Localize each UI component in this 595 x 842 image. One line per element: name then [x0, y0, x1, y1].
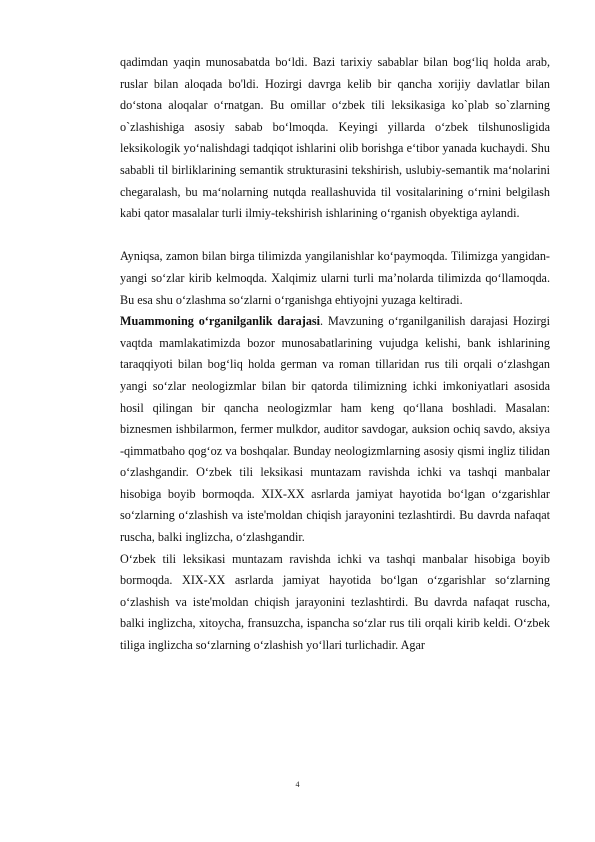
paragraph-1: qadimdan yaqin munosabatda bo‘ldi. Bazi tarixiy sabablar bilan bog‘liq holda arab, ruslar bilan aloqada bo'ldi. Hozirgi davrga kelib bir qancha xorijiy davlatlar bilan do‘stona aloqalar o‘rnatgan. Bu omillar o‘zbek tili leksikasiga ko`plab so`zlarning o`zlashishiga asosiy sabab bo‘lmoqda. Keyingi yillarda o‘zbek tilshunosligida leksikologik yo‘nalishdagi tadqiqot ishlarini olib borishga e‘tibor yanada kuchaydi. Shu sababli til birliklarining semantik strukturasini tekshirish, uslubiy-semantik ma‘nolarini chegaralash, bu ma‘nolarning nutqda reallashuvida til vositalarining o‘rnini belgilash kabi qator masalalar turli ilmiy-tekshirish ishlarining o‘rganish obyektiga aylandi.: [120, 55, 550, 221]
paragraph-3-heading: Muammoning o‘rganilganlik darajasi: [120, 314, 321, 329]
paragraph-2-text: Ayniqsa, zamon bilan birga tilimizda yangilanishlar ko‘paymoqda. Tilimizga yangidan-yangi so‘zlar kirib kelmoqda. Xalqimiz ularni turli ma’nolarda tilimizda qo‘llamoqda. Bu esa shu o‘zlashma so‘zlarni o‘rganishga ehtiyojni yuzaga keltiradi.: [120, 249, 550, 307]
page-number: 4: [295, 780, 300, 789]
paragraph-3: [120, 311, 550, 549]
paragraph-2: [120, 225, 550, 311]
paragraph-4: O‘zbek tili leksikasi muntazam ravishda ichki va tashqi manbalar hisobiga boyib bormoqda. XIX-XX asrlarda jamiyat hayotida bo‘lgan o‘zgarishlar so‘zlarning o‘zlashish va iste'moldan chiqish jarayonini tezlashtirdi. Bu davrda nafaqat ruscha, balki inglizcha, xitoycha, fransuzcha, ispancha so‘zlar rus tili orqali kirib keldi. O‘zbek tiliga inglizcha so‘zlarning o‘zlashish yo‘llari turlichadir. Agar: [120, 551, 550, 653]
paragraph-3-text: . Mavzuning o‘rganilganilish darajasi Hozirgi vaqtda mamlakatimizda bozor munosabatlarining vujudga kelishi, bank ishlarining taraqqiyoti bilan bog‘liq holda german va roman tillaridan rus tili orqali o‘zlashgan yangi so‘zlar neologizmlar bilan bir qatorda tilimizning ichki imkoniyatlari asosida hosil qilingan bir qancha neologizmlar ham keng qo‘llana boshladi. Masalan: biznesmen ishbilarmon, fermer mulkdor, auditor savdogar, auksion ochiq savdo, aksiya -qimmatbaho qog‘oz va boshqalar. Bunday neologizmlarning asosiy qismi ingliz tilidan o‘zlashgandir. O‘zbek tili leksikasi muntazam ravishda ichki va tashqi manbalar hisobiga boyib bormoqda. XIX-XX asrlarda jamiyat hayotida bo‘lgan o‘zgarishlar so‘zlarning o‘zlashish va iste'moldan chiqish jarayonini tezlashtirdi. Bu davrda nafaqat ruscha, balki inglizcha, o‘zlashgandir.: [120, 314, 550, 545]
document-body: [120, 52, 550, 657]
